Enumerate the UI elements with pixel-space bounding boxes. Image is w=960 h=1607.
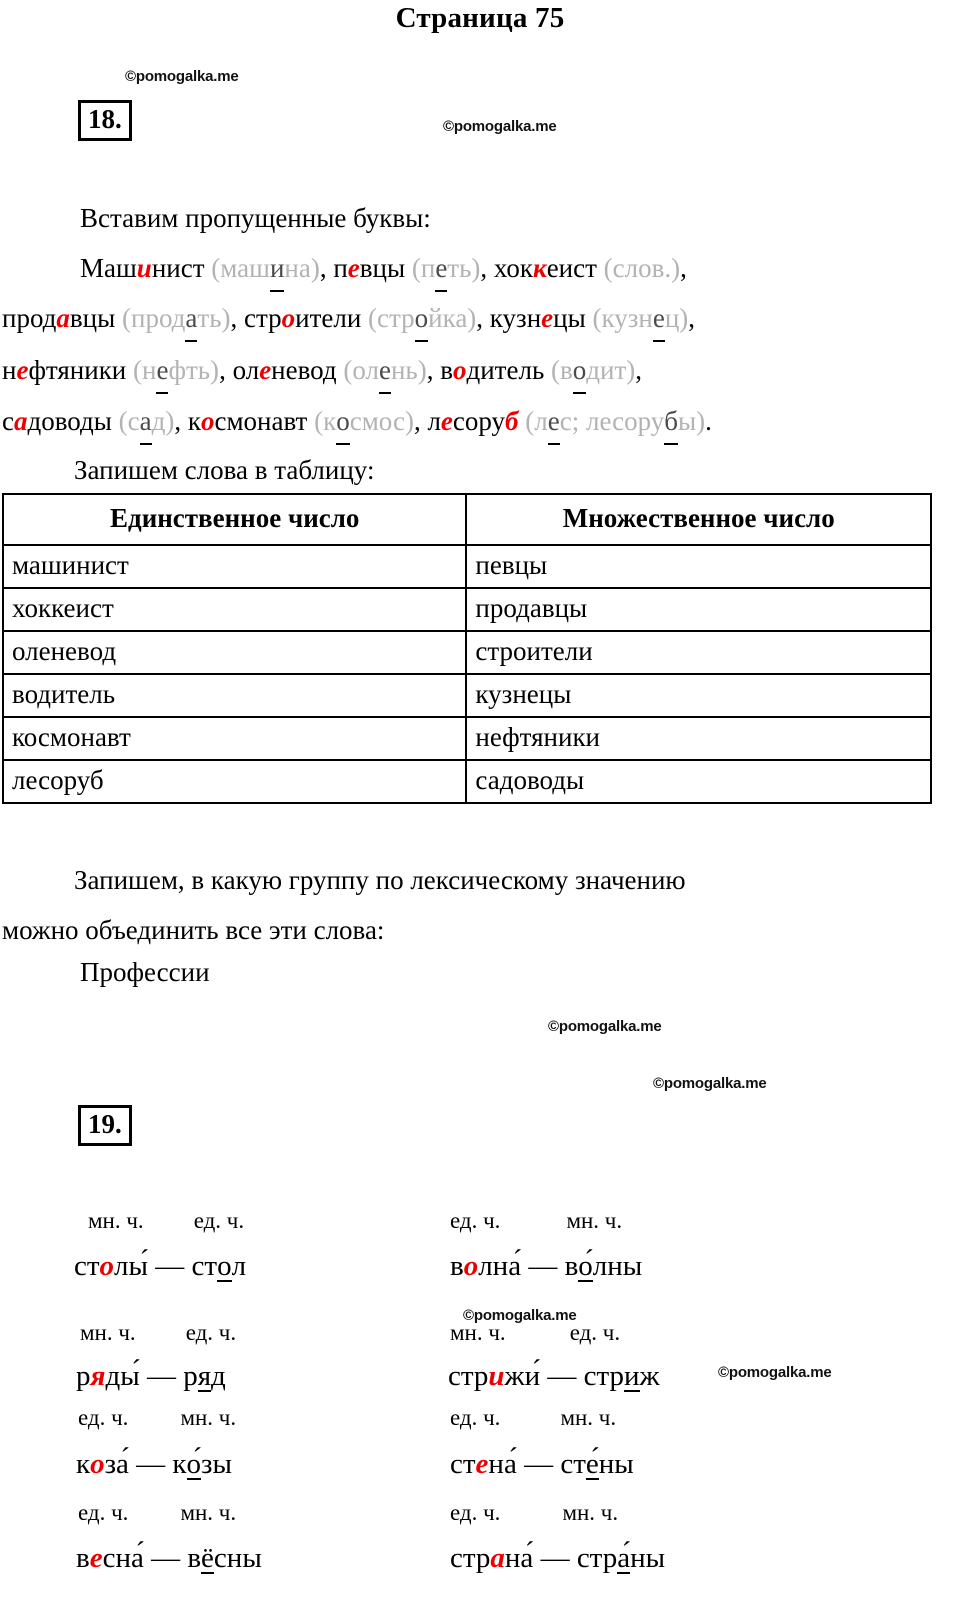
pair-labels: [78, 1500, 236, 1526]
pair-label-right: мн. ч.: [560, 1405, 617, 1430]
pair-label-right: мн. ч.: [180, 1500, 237, 1525]
pair-labels: [450, 1208, 622, 1234]
word-pair: весна́ — вёсны: [76, 1542, 262, 1574]
page-title: Страница 75: [395, 2, 565, 34]
word-pair: стрижи́ — стриж: [448, 1360, 660, 1392]
pair-label-left: мн. ч.: [450, 1320, 506, 1345]
pair-label-left: ед. ч.: [78, 1500, 129, 1525]
exercise18-question-line-1: Запишем, в какую группу по лексическому значению: [74, 865, 686, 895]
table-cell-plural: кузнецы: [466, 674, 931, 717]
exercise-number-18: 18.: [78, 100, 132, 141]
pair-label-left: мн. ч.: [88, 1208, 144, 1233]
pair-labels: [80, 1320, 236, 1346]
watermark: ©pomogalka.me: [718, 1364, 832, 1381]
pair-label-left: ед. ч.: [450, 1405, 501, 1430]
watermark: ©pomogalka.me: [548, 1018, 662, 1035]
pair-label-right: ед. ч.: [185, 1320, 237, 1345]
table-cell-singular: водитель: [3, 674, 466, 717]
exercise18-words-line-2: продавцы (продать), строители (стройка), кузнецы (кузнец),: [2, 293, 695, 343]
watermark: ©pomogalka.me: [443, 118, 557, 135]
table-cell-plural: продавцы: [466, 588, 931, 631]
table-cell-singular: космонавт: [3, 717, 466, 760]
word-pair: ряды́ — ряд: [76, 1360, 226, 1392]
word-pair: столы́ — стол: [74, 1250, 247, 1282]
exercise18-words-line-3: нефтяники (нефть), оленевод (олень), водитель (водит),: [2, 345, 642, 395]
table-cell-singular: оленевод: [3, 631, 466, 674]
exercise18-words-line-4: садоводы (сад), космонавт (космос), лесоруб (лес; лесорубы).: [2, 396, 712, 446]
pair-label-left: ед. ч.: [450, 1208, 501, 1233]
watermark: ©pomogalka.me: [653, 1075, 767, 1092]
table-row: [3, 545, 931, 588]
pair-label-right: ед. ч.: [193, 1208, 245, 1233]
watermark: ©pomogalka.me: [125, 68, 239, 85]
table-header-plural: Множественное число: [466, 494, 931, 545]
table-row: [3, 631, 931, 674]
singular-plural-table: [2, 493, 932, 804]
table-row: [3, 588, 931, 631]
table-cell-plural: нефтяники: [466, 717, 931, 760]
word-pair: страна́ — стра́ны: [450, 1542, 666, 1574]
exercise18-words-line-1: Машинист (машина), певцы (петь), хоккеист (слов.),: [80, 243, 687, 293]
pair-label-left: мн. ч.: [80, 1320, 136, 1345]
table-row: [3, 674, 931, 717]
table-cell-singular: машинист: [3, 545, 466, 588]
exercise18-question-line-2: можно объединить все эти слова:: [2, 915, 385, 945]
pair-labels: [450, 1405, 616, 1431]
table-cell-singular: хоккеист: [3, 588, 466, 631]
table-header-singular: Единственное число: [3, 494, 466, 545]
pair-label-right: мн. ч.: [562, 1500, 619, 1525]
exercise-number-19: 19.: [78, 1105, 132, 1146]
table-row: [3, 760, 931, 803]
table-row: [3, 717, 931, 760]
table-header-row: [3, 494, 931, 545]
pair-label-right: мн. ч.: [566, 1208, 623, 1233]
word-pair: волна́ — во́лны: [450, 1250, 643, 1282]
exercise18-table-intro: Запишем слова в таблицу:: [74, 455, 375, 485]
exercise18-answer: Профессии: [80, 957, 210, 987]
pair-labels: [88, 1208, 244, 1234]
pair-label-right: мн. ч.: [180, 1405, 237, 1430]
watermark: ©pomogalka.me: [463, 1307, 577, 1324]
table-cell-plural: строители: [466, 631, 931, 674]
pair-label-left: ед. ч.: [450, 1500, 501, 1525]
pair-labels: [450, 1500, 618, 1526]
pair-label-right: ед. ч.: [569, 1320, 621, 1345]
pair-label-left: ед. ч.: [78, 1405, 129, 1430]
word-pair: коза́ — ко́зы: [76, 1448, 232, 1480]
pair-labels: [78, 1405, 236, 1431]
exercise18-intro: Вставим пропущенные буквы:: [80, 203, 431, 233]
pair-labels: [450, 1320, 620, 1346]
word-pair: стена́ — сте́ны: [450, 1448, 634, 1480]
table-cell-singular: лесоруб: [3, 760, 466, 803]
table-cell-plural: садоводы: [466, 760, 931, 803]
table-cell-plural: певцы: [466, 545, 931, 588]
